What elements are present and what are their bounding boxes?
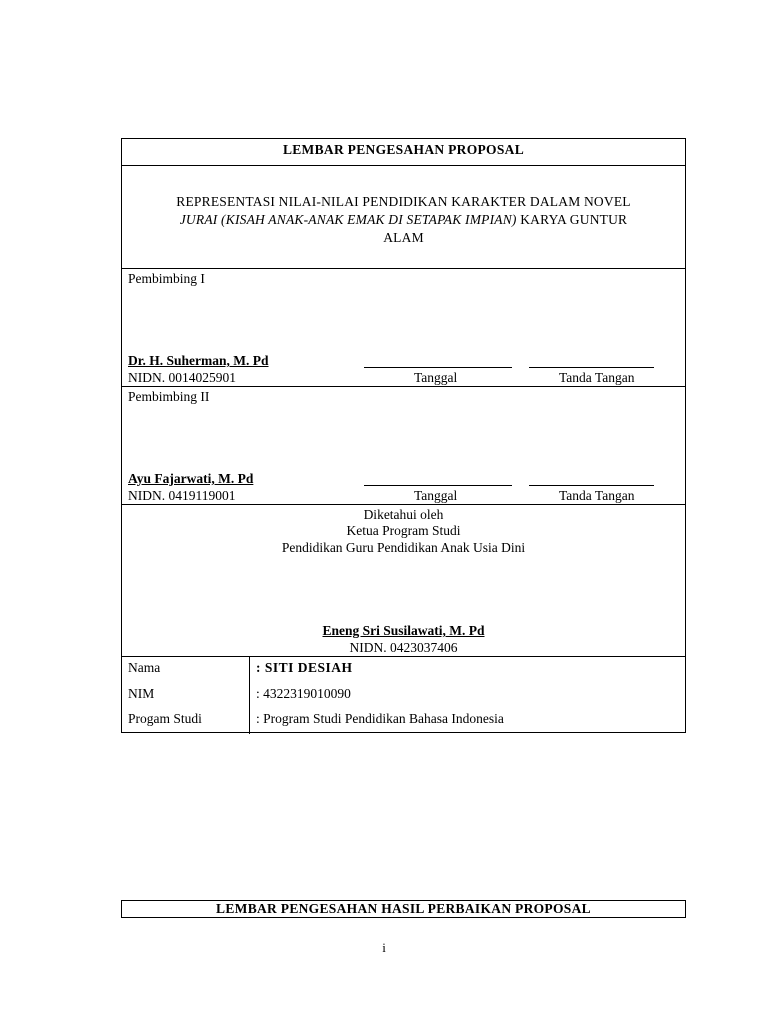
- diketahui-row: [122, 504, 685, 657]
- kaprodi-name: Eneng Sri Susilawati, M. Pd: [322, 623, 485, 638]
- pembimbing-1-row: [122, 268, 685, 387]
- page-number: i: [382, 940, 386, 955]
- nama-value: : SITI DESIAH: [256, 660, 353, 675]
- tanda-tangan-label-1: Tanda Tangan: [559, 370, 635, 385]
- tanggal-label-1: Tanggal: [414, 370, 458, 385]
- tanggal-label-2: Tanggal: [414, 488, 458, 503]
- nama-label: Nama: [128, 660, 161, 675]
- title-line-2-rest: KARYA GUNTUR: [516, 212, 628, 227]
- proposal-title: [122, 193, 685, 247]
- tanggal-line-1: [364, 367, 512, 368]
- diketahui-line-2: Ketua Program Studi: [346, 523, 461, 538]
- prodi-value: : Program Studi Pendidikan Bahasa Indonesia: [256, 711, 504, 726]
- approval-table: [121, 138, 686, 733]
- title-italic: JURAI (KISAH ANAK-ANAK EMAK DI SETAPAK IMPIAN): [179, 212, 517, 227]
- column-divider: [249, 657, 250, 734]
- title-line-3: ALAM: [383, 230, 424, 245]
- prodi-label: Progam Studi: [128, 711, 202, 726]
- student-info-row: [122, 656, 685, 734]
- title-line-2: [122, 211, 685, 229]
- pembimbing-2-row: [122, 386, 685, 505]
- diketahui-line-1: Diketahui oleh: [363, 507, 444, 522]
- signature-line-1: [529, 367, 654, 368]
- nim-label: NIM: [128, 686, 155, 701]
- revision-header-box: [121, 900, 686, 918]
- pembimbing-2-name: Ayu Fajarwati, M. Pd: [128, 471, 254, 486]
- tanda-tangan-label-2: Tanda Tangan: [559, 488, 635, 503]
- kaprodi-nidn: NIDN. 0423037406: [349, 640, 458, 655]
- pembimbing-1-label: Pembimbing I: [128, 271, 205, 286]
- signature-line-2: [529, 485, 654, 486]
- revision-header: LEMBAR PENGESAHAN HASIL PERBAIKAN PROPOSAL: [216, 901, 591, 916]
- title-line-1: REPRESENTASI NILAI-NILAI PENDIDIKAN KARAKTER DALAM NOVEL: [176, 194, 631, 209]
- pembimbing-2-label: Pembimbing II: [128, 389, 210, 404]
- pembimbing-1-name: Dr. H. Suherman, M. Pd: [128, 353, 269, 368]
- title-row: [122, 165, 685, 269]
- table-header: LEMBAR PENGESAHAN PROPOSAL: [282, 142, 525, 157]
- nim-value: : 4322319010090: [256, 686, 351, 701]
- pembimbing-1-nidn: NIDN. 0014025901: [128, 370, 236, 385]
- diketahui-line-3: Pendidikan Guru Pendidikan Anak Usia Dini: [281, 540, 526, 555]
- pembimbing-2-nidn: NIDN. 0419119001: [128, 488, 236, 503]
- tanggal-line-2: [364, 485, 512, 486]
